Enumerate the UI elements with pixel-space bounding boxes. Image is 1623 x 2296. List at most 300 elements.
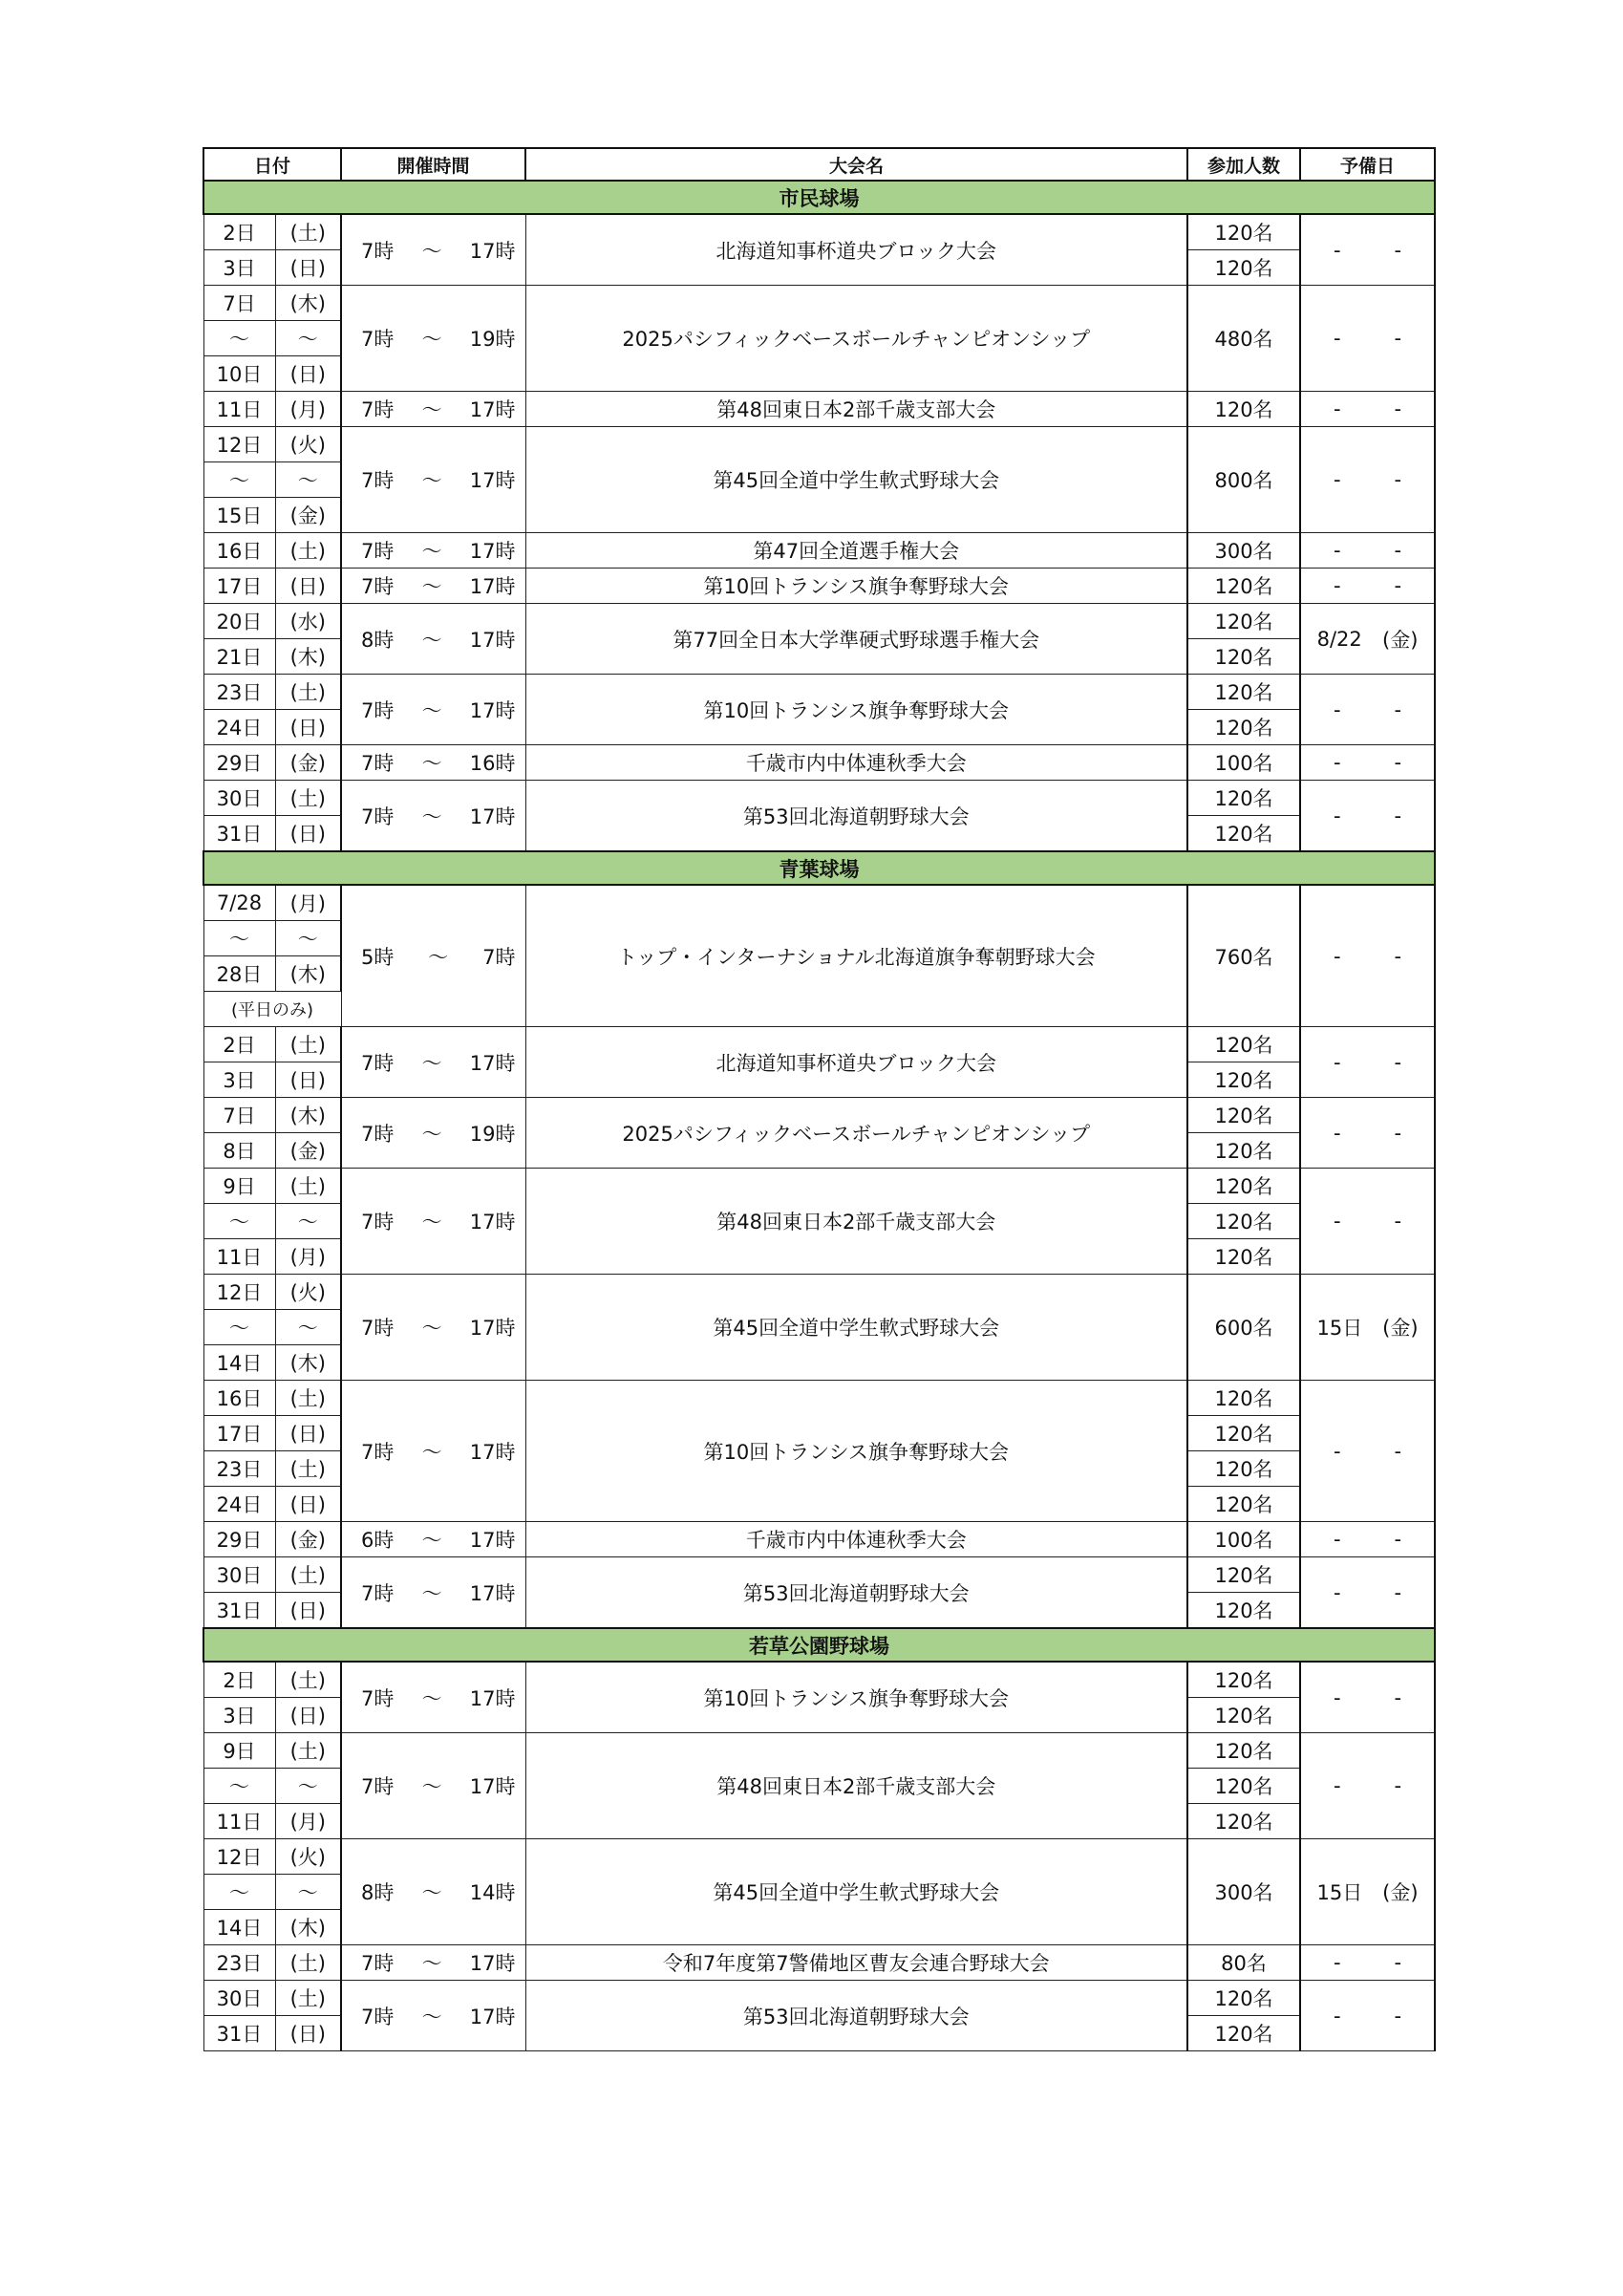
time-start: 7時 (361, 328, 395, 351)
date-weekday: (火) (275, 427, 341, 462)
time-separator: ～ (421, 1122, 442, 1146)
reserve-day-cell (1300, 1098, 1435, 1169)
date-weekday: (土) (275, 1169, 341, 1204)
date-weekday: (日) (275, 1593, 341, 1629)
reserve-weekday: - (1394, 944, 1402, 968)
date-day: 3日 (203, 1698, 275, 1733)
date-weekday: (日) (275, 1487, 341, 1522)
reserve-day (1301, 539, 1434, 562)
time-start: 7時 (361, 1952, 395, 1975)
date-weekday: (日) (275, 816, 341, 852)
header-time: 開催時間 (341, 148, 525, 181)
time-range (342, 1684, 525, 1712)
time-range (342, 236, 525, 265)
time-end: 17時 (469, 398, 516, 421)
time-end: 17時 (469, 1440, 516, 1464)
reserve-weekday: - (1394, 1050, 1402, 1074)
time-separator: ～ (421, 239, 442, 263)
participant-count: 120名 (1187, 392, 1300, 427)
time-end: 17時 (469, 1211, 516, 1234)
reserve-weekday: - (1394, 539, 1402, 562)
date-weekday: ～ (275, 1310, 341, 1345)
event-name: 第53回北海道朝野球大会 (525, 781, 1187, 852)
table-row (203, 214, 1435, 250)
time-start: 7時 (361, 398, 395, 421)
time-range (342, 748, 525, 777)
time-end: 17時 (469, 1686, 516, 1710)
reserve-day-cell (1300, 745, 1435, 781)
header-participants: 参加人数 (1187, 148, 1300, 181)
reserve-day (1301, 574, 1434, 597)
date-weekday: (土) (275, 1557, 341, 1593)
time-range (342, 1771, 525, 1800)
date-day: 31日 (203, 1593, 275, 1629)
participant-count: 80名 (1187, 1945, 1300, 1981)
reserve-day-cell (1300, 533, 1435, 569)
table-row (203, 533, 1435, 569)
time-cell (341, 1945, 525, 1981)
date-weekday: (日) (275, 250, 341, 286)
date-day: 24日 (203, 1487, 275, 1522)
date-day: 2日 (203, 1662, 275, 1698)
time-range (342, 1878, 525, 1906)
event-name: 第10回トランシス旗争奪野球大会 (525, 1381, 1187, 1522)
time-cell (341, 1733, 525, 1839)
event-name: 千歳市内中体連秋季大会 (525, 1522, 1187, 1557)
date-weekday: (水) (275, 604, 341, 639)
date-day: ～ (203, 921, 275, 956)
table-row (203, 885, 1435, 921)
table-row (203, 1275, 1435, 1310)
date-day: 12日 (203, 1275, 275, 1310)
reserve-weekday: - (1394, 1528, 1402, 1551)
time-cell (341, 1839, 525, 1945)
time-range (342, 2002, 525, 2030)
reserve-day (1301, 945, 1434, 968)
reserve-date: 15日 (1316, 1317, 1363, 1340)
time-cell (341, 675, 525, 745)
reserve-day (1301, 468, 1434, 491)
time-end: 17時 (469, 575, 516, 598)
header-event: 大会名 (525, 148, 1187, 181)
time-separator: ～ (421, 328, 442, 351)
time-separator: ～ (421, 1686, 442, 1710)
date-weekday: (木) (275, 1345, 341, 1381)
participant-count: 120名 (1187, 1769, 1300, 1804)
reserve-weekday: - (1394, 1439, 1402, 1463)
participant-count: 120名 (1187, 710, 1300, 745)
participant-count: 600名 (1187, 1275, 1300, 1381)
time-range (342, 1525, 525, 1554)
reserve-day (1301, 2005, 1434, 2028)
participant-count: 120名 (1187, 1098, 1300, 1133)
participant-count: 120名 (1187, 1133, 1300, 1169)
time-end: 16時 (469, 752, 516, 775)
time-cell (341, 1981, 525, 2051)
date-day: ～ (203, 1769, 275, 1804)
time-separator: ～ (421, 1581, 442, 1605)
time-separator: ～ (421, 1317, 442, 1340)
time-cell (341, 1522, 525, 1557)
date-weekday: (日) (275, 356, 341, 392)
time-start: 7時 (361, 1581, 395, 1605)
reserve-date: - (1333, 539, 1341, 562)
event-name: 第77回全日本大学準硬式野球選手権大会 (525, 604, 1187, 675)
time-range (342, 696, 525, 724)
reserve-weekday: - (1394, 238, 1402, 262)
time-end: 17時 (469, 1581, 516, 1605)
time-range (342, 802, 525, 830)
reserve-day-cell (1300, 286, 1435, 392)
time-end: 17時 (469, 239, 516, 263)
time-start: 5時 (361, 945, 395, 969)
participant-count: 120名 (1187, 816, 1300, 852)
time-start: 7時 (361, 1051, 395, 1075)
event-name: 第48回東日本2部千歳支部大会 (525, 392, 1187, 427)
time-end: 7時 (482, 945, 516, 969)
table-row (203, 1169, 1435, 1204)
date-weekday: (日) (275, 2016, 341, 2051)
time-end: 17時 (469, 698, 516, 722)
time-end: 17時 (469, 805, 516, 828)
reserve-day (1301, 1528, 1434, 1551)
time-end: 19時 (469, 328, 516, 351)
time-start: 7時 (361, 1211, 395, 1234)
reserve-date: - (1333, 397, 1341, 420)
date-weekday: (土) (275, 1981, 341, 2016)
date-note: (平日のみ) (203, 992, 341, 1027)
time-range (342, 1313, 525, 1341)
time-start: 7時 (361, 2005, 395, 2028)
time-range (342, 1119, 525, 1148)
time-separator: ～ (421, 398, 442, 421)
date-weekday: (月) (275, 392, 341, 427)
event-name: 第45回全道中学生軟式野球大会 (525, 1839, 1187, 1945)
reserve-day (1301, 1122, 1434, 1145)
date-day: 20日 (203, 604, 275, 639)
date-day: ～ (203, 1875, 275, 1910)
date-weekday: (月) (275, 885, 341, 921)
time-end: 17時 (469, 1775, 516, 1798)
time-separator: ～ (421, 698, 442, 722)
date-day: 7/28 (203, 885, 275, 921)
time-start: 7時 (361, 469, 395, 492)
reserve-weekday: (金) (1382, 1881, 1419, 1904)
reserve-date: - (1333, 697, 1341, 721)
reserve-date: - (1333, 804, 1341, 827)
reserve-weekday: - (1394, 1121, 1402, 1145)
participant-count: 300名 (1187, 1839, 1300, 1945)
reserve-day-cell (1300, 885, 1435, 1027)
date-day: 23日 (203, 675, 275, 710)
reserve-day (1301, 1581, 1434, 1604)
date-weekday: (月) (275, 1804, 341, 1839)
participant-count: 300名 (1187, 533, 1300, 569)
time-start: 7時 (361, 540, 395, 563)
time-separator: ～ (421, 540, 442, 563)
date-day: 11日 (203, 1804, 275, 1839)
time-end: 17時 (469, 469, 516, 492)
reserve-day (1301, 625, 1434, 654)
table-row (203, 745, 1435, 781)
event-name: 第10回トランシス旗争奪野球大会 (525, 569, 1187, 604)
time-cell (341, 286, 525, 392)
reserve-date: - (1333, 1774, 1341, 1797)
reserve-day-cell (1300, 1945, 1435, 1981)
date-day: 3日 (203, 250, 275, 286)
date-day: 11日 (203, 1239, 275, 1275)
time-range (342, 1048, 525, 1077)
date-weekday: ～ (275, 1875, 341, 1910)
table-row (203, 569, 1435, 604)
time-separator: ～ (421, 1775, 442, 1798)
time-cell (341, 1275, 525, 1381)
date-day: 15日 (203, 498, 275, 533)
date-weekday: ～ (275, 1769, 341, 1804)
date-day: 11日 (203, 392, 275, 427)
time-start: 7時 (361, 1122, 395, 1146)
date-weekday: (木) (275, 639, 341, 675)
reserve-date: - (1333, 1528, 1341, 1551)
date-day: 2日 (203, 1027, 275, 1062)
time-end: 17時 (469, 1529, 516, 1552)
reserve-date: - (1333, 1439, 1341, 1463)
section-title: 若草公園野球場 (203, 1628, 1435, 1662)
date-weekday: (金) (275, 1133, 341, 1169)
reserve-weekday: - (1394, 1774, 1402, 1797)
reserve-day-cell (1300, 604, 1435, 675)
time-range (342, 1948, 525, 1977)
event-name: 北海道知事杯道央ブロック大会 (525, 1027, 1187, 1098)
time-cell (341, 781, 525, 852)
time-start: 8時 (361, 1881, 395, 1904)
participant-count: 120名 (1187, 214, 1300, 250)
date-day: 23日 (203, 1945, 275, 1981)
participant-count: 120名 (1187, 2016, 1300, 2051)
participant-count: 120名 (1187, 1698, 1300, 1733)
reserve-day (1301, 1774, 1434, 1797)
date-day: 9日 (203, 1733, 275, 1769)
participant-count: 120名 (1187, 1557, 1300, 1593)
date-day: 30日 (203, 1557, 275, 1593)
schedule-table (203, 147, 1436, 2051)
reserve-day (1301, 1686, 1434, 1709)
date-weekday: (土) (275, 214, 341, 250)
date-weekday: (火) (275, 1275, 341, 1310)
time-start: 7時 (361, 1686, 395, 1710)
header-reserve: 予備日 (1300, 148, 1435, 181)
time-separator: ～ (421, 1211, 442, 1234)
time-start: 8時 (361, 628, 395, 652)
reserve-weekday: - (1394, 1210, 1402, 1233)
date-weekday: (月) (275, 1239, 341, 1275)
reserve-day (1301, 1878, 1434, 1906)
time-separator: ～ (421, 2005, 442, 2028)
date-day: 3日 (203, 1062, 275, 1098)
participant-count: 120名 (1187, 639, 1300, 675)
participant-count: 120名 (1187, 1416, 1300, 1451)
date-weekday: (木) (275, 1910, 341, 1945)
date-day: 29日 (203, 745, 275, 781)
section-row (203, 181, 1435, 214)
schedule-sheet (203, 147, 1434, 2051)
time-cell (341, 745, 525, 781)
event-name: トップ・インターナショナル北海道旗争奪朝野球大会 (525, 885, 1187, 1027)
table-row (203, 675, 1435, 710)
date-weekday: (日) (275, 1698, 341, 1733)
participant-count: 120名 (1187, 1487, 1300, 1522)
reserve-day-cell (1300, 1662, 1435, 1733)
time-start: 7時 (361, 698, 395, 722)
time-cell (341, 427, 525, 533)
reserve-day (1301, 1313, 1434, 1341)
date-weekday: ～ (275, 321, 341, 356)
time-separator: ～ (421, 1881, 442, 1904)
date-day: 12日 (203, 427, 275, 462)
time-range (342, 1578, 525, 1607)
time-cell (341, 569, 525, 604)
time-separator: ～ (421, 469, 442, 492)
event-name: 第47回全道選手権大会 (525, 533, 1187, 569)
event-name: 第10回トランシス旗争奪野球大会 (525, 675, 1187, 745)
time-end: 17時 (469, 540, 516, 563)
table-row (203, 1733, 1435, 1769)
reserve-day (1301, 1440, 1434, 1463)
reserve-day-cell (1300, 1522, 1435, 1557)
date-day: 14日 (203, 1345, 275, 1381)
date-day: ～ (203, 321, 275, 356)
date-weekday: (日) (275, 1062, 341, 1098)
reserve-date: - (1333, 327, 1341, 350)
table-row (203, 1522, 1435, 1557)
date-weekday: (土) (275, 1945, 341, 1981)
date-day: 21日 (203, 639, 275, 675)
reserve-day-cell (1300, 781, 1435, 852)
date-day: 16日 (203, 533, 275, 569)
table-row (203, 781, 1435, 816)
time-cell (341, 214, 525, 286)
event-name: 第48回東日本2部千歳支部大会 (525, 1733, 1187, 1839)
time-cell (341, 1027, 525, 1098)
event-name: 第53回北海道朝野球大会 (525, 1981, 1187, 2051)
participant-count: 480名 (1187, 286, 1300, 392)
participant-count: 120名 (1187, 604, 1300, 639)
reserve-day (1301, 239, 1434, 262)
reserve-weekday: - (1394, 804, 1402, 827)
time-cell (341, 392, 525, 427)
reserve-day (1301, 327, 1434, 350)
participant-count: 120名 (1187, 1451, 1300, 1487)
reserve-date: - (1333, 1580, 1341, 1604)
event-name: 第45回全道中学生軟式野球大会 (525, 1275, 1187, 1381)
time-start: 7時 (361, 575, 395, 598)
participant-count: 120名 (1187, 250, 1300, 286)
time-range (342, 571, 525, 600)
table-row (203, 1945, 1435, 1981)
event-name: 2025パシフィックベースボールチャンピオンシップ (525, 286, 1187, 392)
reserve-day-cell (1300, 427, 1435, 533)
time-end: 17時 (469, 628, 516, 652)
table-row (203, 1981, 1435, 2016)
date-day: ～ (203, 462, 275, 498)
date-day: 23日 (203, 1451, 275, 1487)
event-name: 第10回トランシス旗争奪野球大会 (525, 1662, 1187, 1733)
reserve-date: - (1333, 574, 1341, 597)
date-weekday: (土) (275, 1451, 341, 1487)
reserve-weekday: (金) (1382, 1317, 1419, 1340)
event-name: 2025パシフィックベースボールチャンピオンシップ (525, 1098, 1187, 1169)
time-start: 7時 (361, 1317, 395, 1340)
time-range (342, 395, 525, 423)
time-cell (341, 604, 525, 675)
time-separator: ～ (428, 945, 449, 969)
date-weekday: (金) (275, 745, 341, 781)
date-day: 9日 (203, 1169, 275, 1204)
participant-count: 120名 (1187, 1062, 1300, 1098)
participant-count: 120名 (1187, 1204, 1300, 1239)
reserve-date: - (1333, 468, 1341, 491)
date-weekday: (木) (275, 956, 341, 992)
date-day: 17日 (203, 1416, 275, 1451)
participant-count: 120名 (1187, 1027, 1300, 1062)
participant-count: 120名 (1187, 1239, 1300, 1275)
event-name: 千歳市内中体連秋季大会 (525, 745, 1187, 781)
event-name: 第45回全道中学生軟式野球大会 (525, 427, 1187, 533)
date-weekday: (土) (275, 1662, 341, 1698)
section-row (203, 851, 1435, 885)
time-start: 7時 (361, 752, 395, 775)
section-row (203, 1628, 1435, 1662)
reserve-day (1301, 751, 1434, 774)
time-separator: ～ (421, 1529, 442, 1552)
time-end: 17時 (469, 1317, 516, 1340)
time-separator: ～ (421, 752, 442, 775)
time-end: 19時 (469, 1122, 516, 1146)
time-cell (341, 1662, 525, 1733)
date-day: 8日 (203, 1133, 275, 1169)
date-weekday: (日) (275, 710, 341, 745)
participant-count: 100名 (1187, 745, 1300, 781)
reserve-date: - (1333, 1050, 1341, 1074)
reserve-date: - (1333, 1121, 1341, 1145)
participant-count: 800名 (1187, 427, 1300, 533)
header-date: 日付 (203, 148, 341, 181)
time-end: 17時 (469, 2005, 516, 2028)
time-separator: ～ (421, 805, 442, 828)
reserve-day-cell (1300, 569, 1435, 604)
time-range (342, 942, 525, 971)
reserve-date: - (1333, 1210, 1341, 1233)
date-day: 31日 (203, 2016, 275, 2051)
time-range (342, 1207, 525, 1235)
date-weekday: (土) (275, 781, 341, 816)
date-weekday: (金) (275, 1522, 341, 1557)
time-cell (341, 533, 525, 569)
date-weekday: (土) (275, 675, 341, 710)
time-range (342, 465, 525, 494)
reserve-weekday: - (1394, 327, 1402, 350)
reserve-day-cell (1300, 1733, 1435, 1839)
participant-count: 120名 (1187, 1169, 1300, 1204)
date-day: 12日 (203, 1839, 275, 1875)
table-row (203, 1662, 1435, 1698)
section-title: 市民球場 (203, 181, 1435, 214)
participant-count: 120名 (1187, 675, 1300, 710)
table-row (203, 427, 1435, 462)
reserve-weekday: - (1394, 1951, 1402, 1974)
reserve-weekday: - (1394, 574, 1402, 597)
participant-count: 120名 (1187, 781, 1300, 816)
